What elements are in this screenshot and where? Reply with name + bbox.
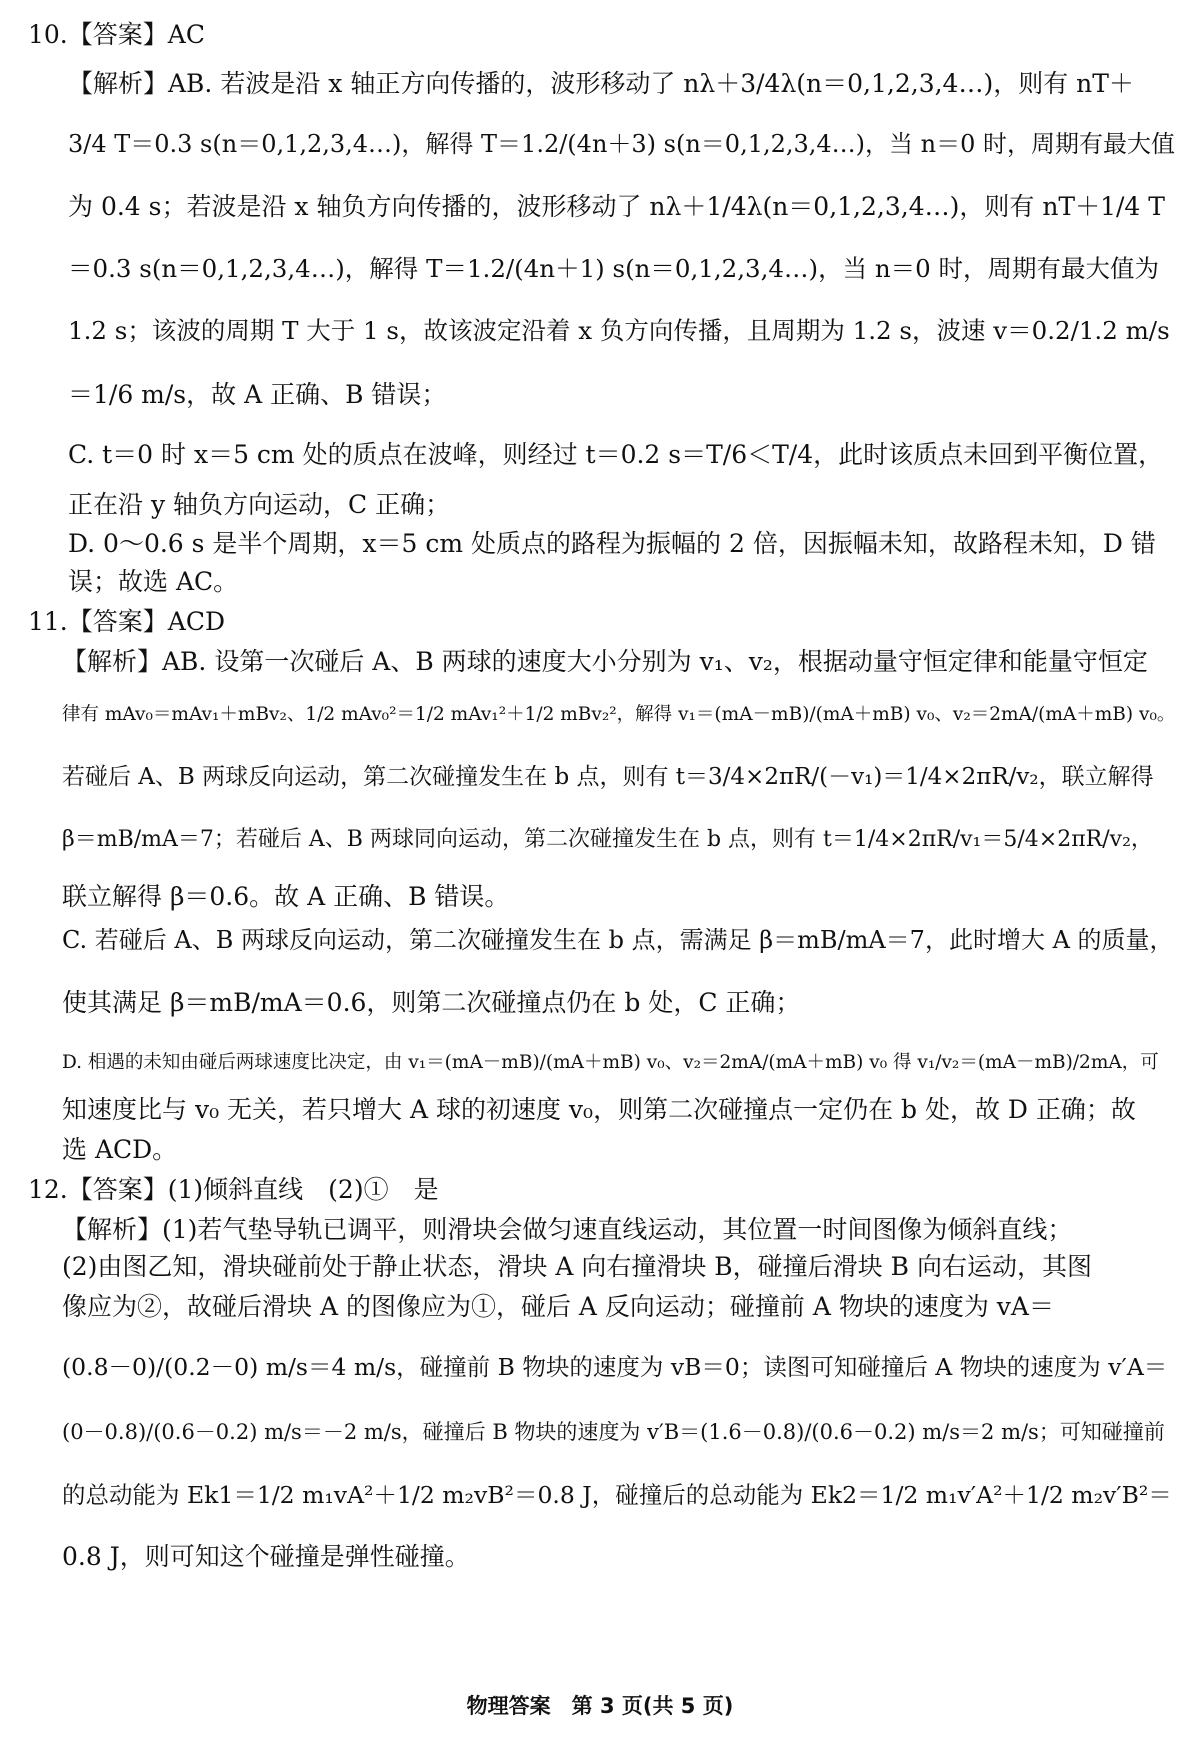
text-line: 12.【答案】(1)倾斜直线 (2)① 是 bbox=[28, 1175, 439, 1204]
text-line: (2)由图乙知，滑块碰前处于静止状态，滑块 A 向右撞滑块 B，碰撞后滑块 B 向右运动，其图 bbox=[62, 1252, 1092, 1281]
text-line: 【解析】AB. 设第一次碰后 A、B 两球的速度大小分别为 v₁、v₂，根据动量守恒定律和能量守恒定 bbox=[62, 647, 1148, 676]
text-line: 选 ACD。 bbox=[62, 1135, 178, 1164]
text-line: 的总动能为 Ek1＝1/2 m₁vA²＋1/2 m₂vB²＝0.8 J，碰撞后的总动能为 Ek2＝1/2 m₁v′A²＋1/2 m₂v′B²＝ bbox=[62, 1481, 1172, 1509]
text-line: C. t＝0 时 x＝5 cm 处的质点在波峰，则经过 t＝0.2 s＝T/6＜T/4，此时该质点未回到平衡位置， bbox=[68, 440, 1164, 469]
text-line: 1.2 s；该波的周期 T 大于 1 s，故该波定沿着 x 负方向传播，且周期为 1.2 s，波速 v＝0.2/1.2 m/s bbox=[68, 316, 1170, 345]
text-line: 10.【答案】AC bbox=[28, 20, 205, 49]
text-line: 联立解得 β＝0.6。故 A 正确、B 错误。 bbox=[62, 882, 510, 911]
text-line: 律有 mAv₀＝mAv₁＋mBv₂、1/2 mAv₀²＝1/2 mAv₁²＋1/2 mBv₂²，解得 v₁＝(mA－mB)/(mA＋mB) v₀、v₂＝2mA/(mA＋mB) v₀。 bbox=[62, 704, 1176, 725]
text-line: D. 0～0.6 s 是半个周期，x＝5 cm 处质点的路程为振幅的 2 倍，因振幅未知，故路程未知，D 错 bbox=[68, 529, 1156, 558]
text-line: 像应为②，故碰后滑块 A 的图像应为①，碰后 A 反向运动；碰撞前 A 物块的速度为 vA＝ bbox=[62, 1292, 1054, 1321]
text-line: 【解析】(1)若气垫导轨已调平，则滑块会做匀速直线运动，其位置一时间图像为倾斜直线； bbox=[62, 1215, 1073, 1244]
text-line: ＝0.3 s(n＝0,1,2,3,4…)，解得 T＝1.2/(4n＋1) s(n＝0,1,2,3,4…)，当 n＝0 时，周期有最大值为 bbox=[68, 254, 1160, 283]
text-line: 正在沿 y 轴负方向运动，C 正确； bbox=[68, 490, 451, 519]
page-footer: 物理答案 第 3 页(共 5 页) bbox=[466, 1694, 734, 1718]
text-line: 知速度比与 v₀ 无关，若只增大 A 球的初速度 v₀，则第二次碰撞点一定仍在 b 处，故 D 正确；故 bbox=[62, 1095, 1136, 1124]
text-line: ＝1/6 m/s，故 A 正确、B 错误； bbox=[68, 380, 447, 409]
text-line: 3/4 T＝0.3 s(n＝0,1,2,3,4…)，解得 T＝1.2/(4n＋3) s(n＝0,1,2,3,4…)，当 n＝0 时，周期有最大值 bbox=[68, 130, 1176, 158]
text-line: (0.8－0)/(0.2－0) m/s＝4 m/s，碰撞前 B 物块的速度为 vB＝0；读图可知碰撞后 A 物块的速度为 v′A＝ bbox=[62, 1353, 1168, 1381]
text-line: (0－0.8)/(0.6－0.2) m/s＝－2 m/s，碰撞后 B 物块的速度为 v′B＝(1.6－0.8)/(0.6－0.2) m/s＝2 m/s；可知碰撞前 bbox=[62, 1420, 1165, 1444]
text-line: 若碰后 A、B 两球反向运动，第二次碰撞发生在 b 点，则有 t＝3/4×2πR/(－v₁)＝1/4×2πR/v₂，联立解得 bbox=[62, 764, 1154, 790]
text-line: 为 0.4 s；若波是沿 x 轴负方向传播的，波形移动了 nλ＋1/4λ(n＝0,1,2,3,4…)，则有 nT＋1/4 T bbox=[68, 192, 1165, 221]
text-line: C. 若碰后 A、B 两球反向运动，第二次碰撞发生在 b 点，需满足 β＝mB/mA＝7，此时增大 A 的质量， bbox=[62, 926, 1174, 954]
text-line: β＝mB/mA＝7；若碰后 A、B 两球同向运动，第二次碰撞发生在 b 点，则有 t＝1/4×2πR/v₁＝5/4×2πR/v₂， bbox=[62, 827, 1153, 852]
text-line: 【解析】AB. 若波是沿 x 轴正方向传播的，波形移动了 nλ＋3/4λ(n＝0,1,2,3,4…)，则有 nT＋ bbox=[68, 69, 1134, 98]
text-line: D. 相遇的未知由碰后两球速度比决定，由 v₁＝(mA－mB)/(mA＋mB) v₀、v₂＝2mA/(mA＋mB) v₀ 得 v₁/v₂＝(mA－mB)/2mA，可 bbox=[62, 1052, 1159, 1073]
text-line: 使其满足 β＝mB/mA＝0.6，则第二次碰撞点仍在 b 处，C 正确； bbox=[62, 988, 801, 1017]
text-line: 0.8 J，则可知这个碰撞是弹性碰撞。 bbox=[62, 1542, 470, 1571]
text-line: 误；故选 AC。 bbox=[68, 567, 239, 596]
text-line: 11.【答案】ACD bbox=[28, 607, 225, 636]
